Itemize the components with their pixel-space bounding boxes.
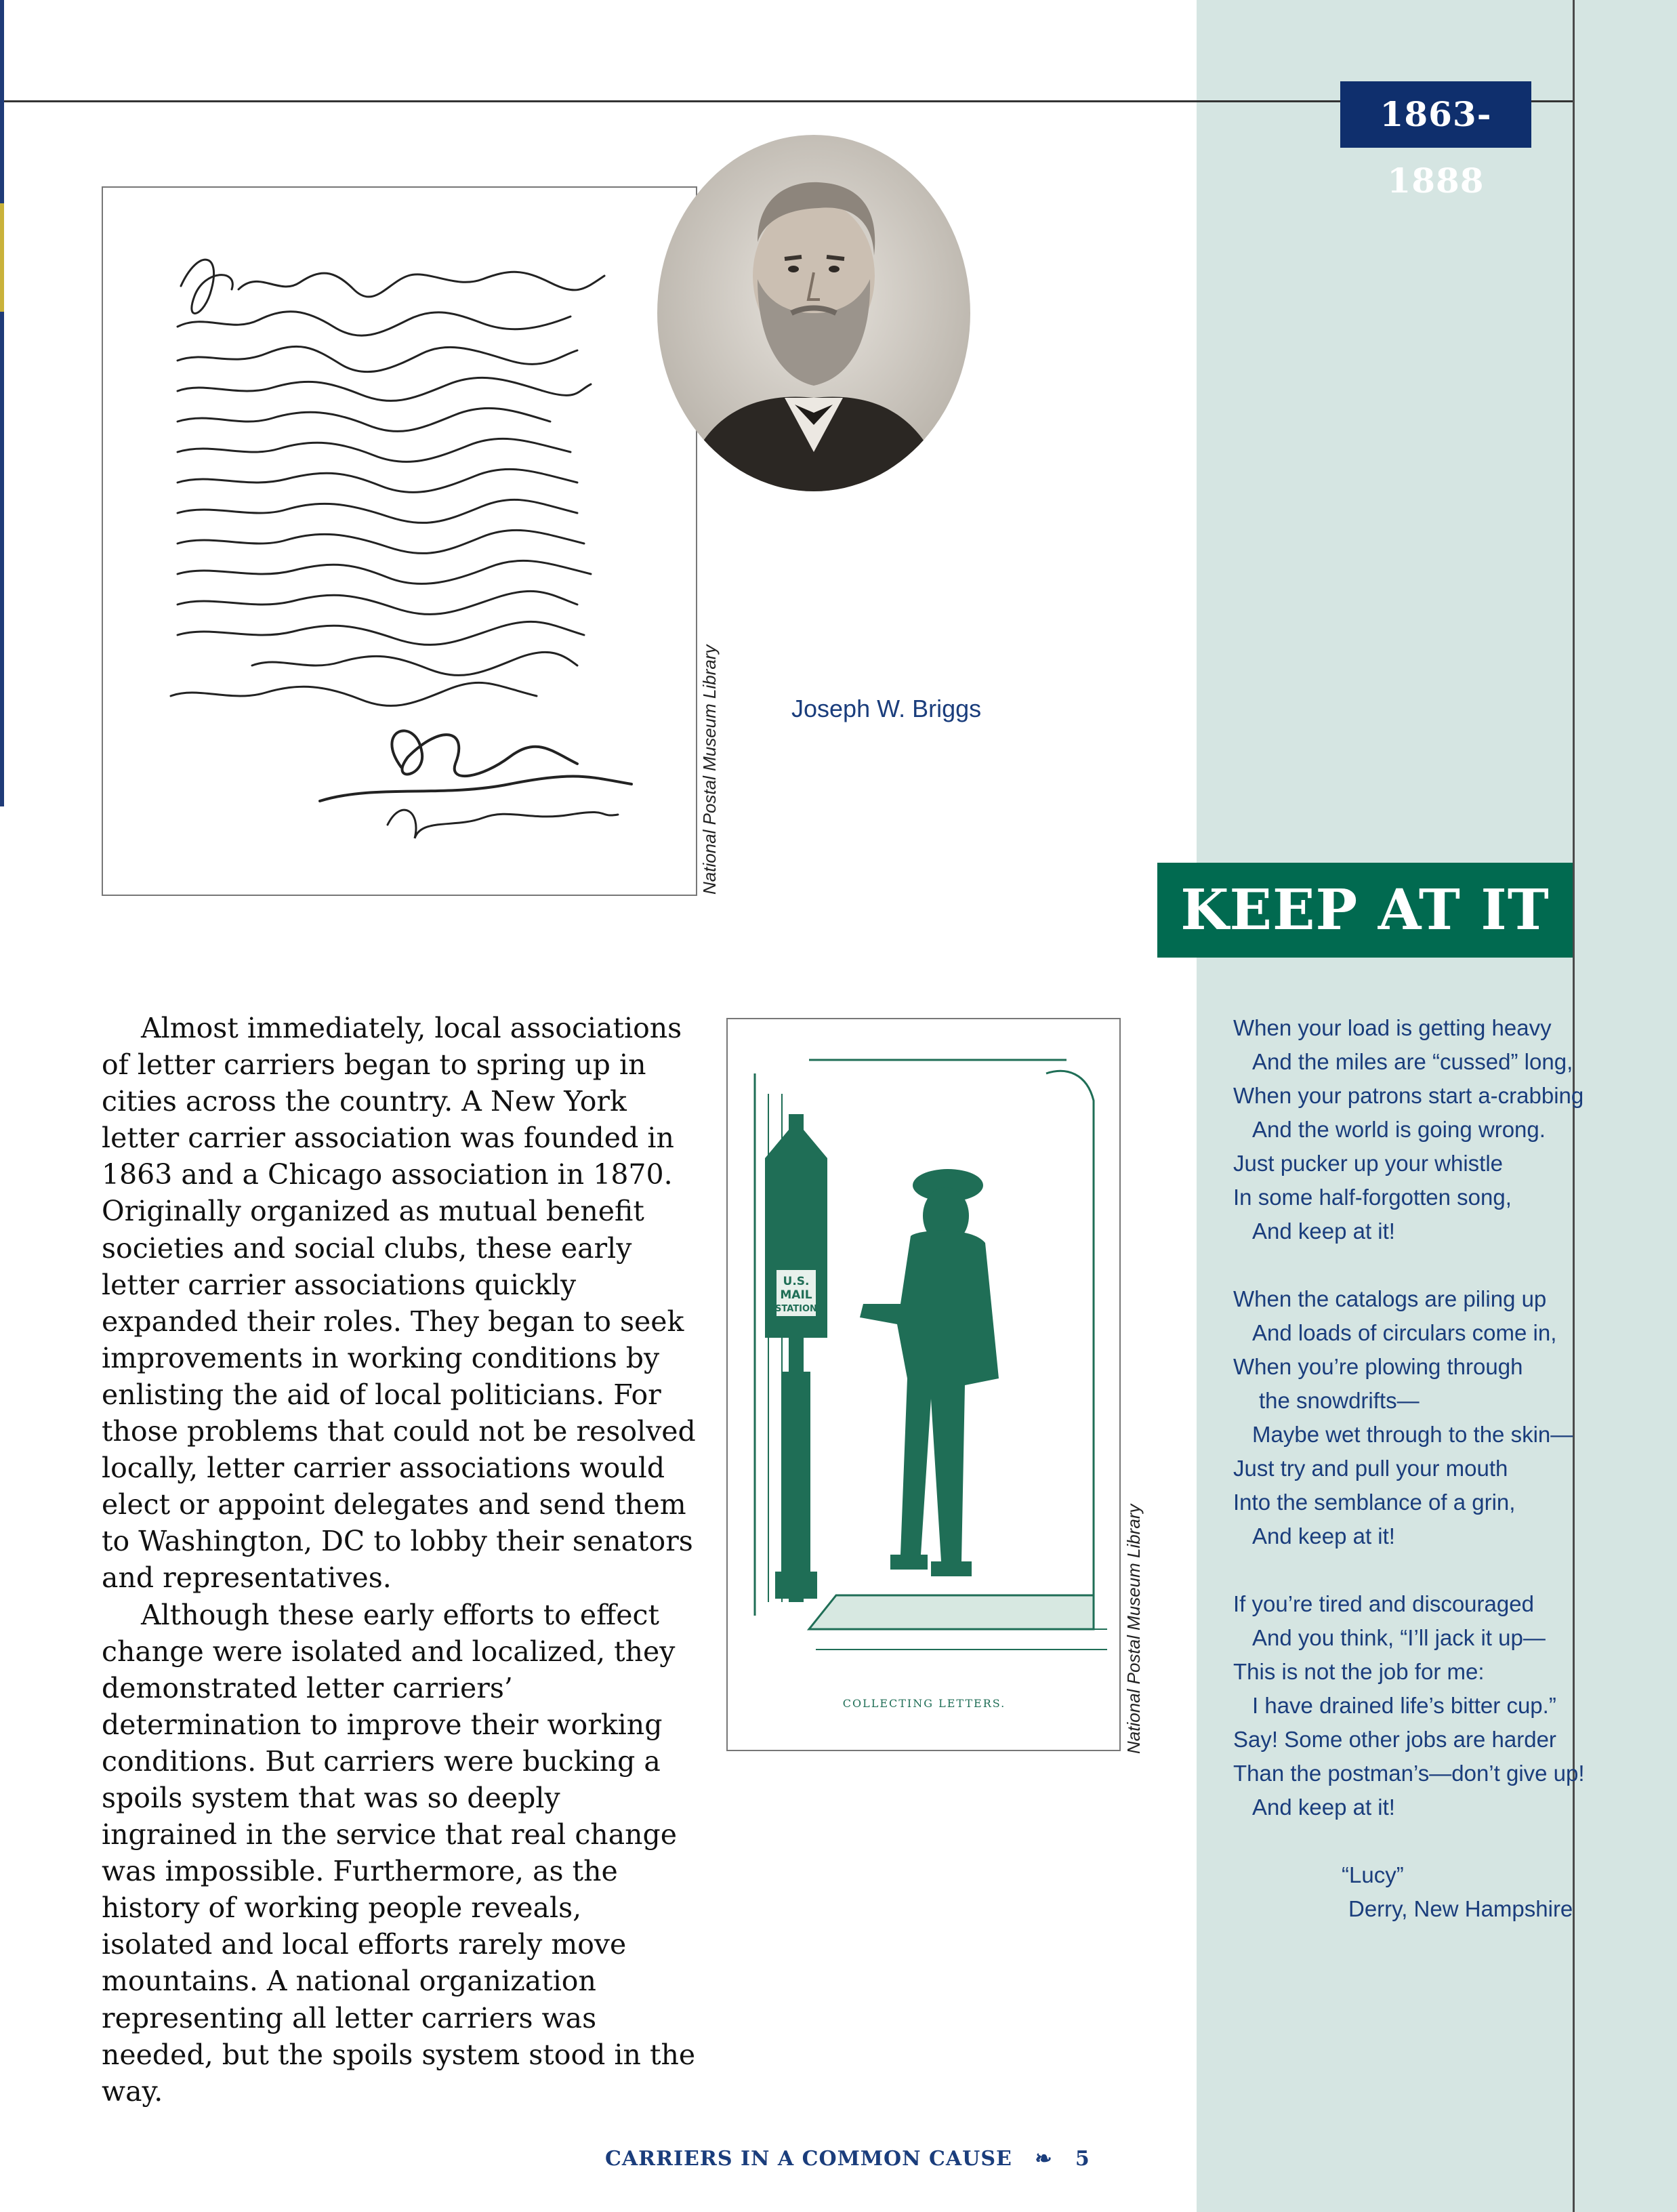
portrait-photo [656, 134, 972, 493]
sidebar-edge-strip [1575, 0, 1677, 2212]
poem-line: When you’re plowing through [1233, 1354, 1523, 1379]
poem-line: Than the postman’s—don’t give up! [1233, 1761, 1585, 1786]
page-number: 5 [1075, 2147, 1090, 2171]
mailbox-sign-line-2: MAIL [780, 1288, 812, 1302]
poem-stanza-3 [1233, 1587, 1586, 1824]
illustration-caption: COLLECTING LETTERS. [842, 1697, 1006, 1710]
portrait-caption: Joseph W. Briggs [791, 695, 982, 722]
document-credit: National Postal Museum Library [699, 644, 720, 895]
sidebar-title: KEEP AT IT [1157, 863, 1573, 958]
illustration-credit: National Postal Museum Library [1123, 1504, 1144, 1754]
poem-line: the snowdrifts— [1259, 1388, 1420, 1413]
mailbox-sign-line-3: STATION [775, 1304, 817, 1314]
article-body [102, 1010, 698, 2110]
poem-line: Just pucker up your whistle [1233, 1151, 1504, 1176]
poem-line: When your patrons start a-crabbing [1233, 1083, 1584, 1108]
year-range-badge: 1863-1888 [1340, 81, 1531, 148]
handwritten-letter-image [103, 188, 696, 895]
fleuron-icon: ❧ [1035, 2147, 1053, 2171]
poem-line: In some half-forgotten song, [1233, 1185, 1512, 1210]
poem-line: And you think, “I’ll jack it up— [1252, 1625, 1546, 1650]
left-edge-accent [0, 203, 4, 312]
poem [1233, 1011, 1586, 1926]
poem-line: I have drained life’s bitter cup.” [1252, 1693, 1556, 1718]
poem-line: And keep at it! [1252, 1523, 1395, 1549]
poem-line: And the miles are “cussed” long, [1252, 1049, 1573, 1074]
appointment-document [102, 186, 697, 896]
body-paragraph-1: Almost immediately, local associations of letter carriers began to spring up in cities across the country. A New York letter carrier association was founded in 1863 and a Chicago association in 1870. Originally organized as mutual benefit societies and social clubs, these early letter carrier associations quickly expanded their roles. They began to seek improvements in working conditions by enlisting the aid of local politicians. For those problems that could not be resolved locally, letter carrier associations would elect or appoint delegates and send them to Washington, DC to lobby their senators and representatives. [102, 1012, 696, 1595]
poem-line: Say! Some other jobs are harder [1233, 1727, 1556, 1752]
poem-stanza-2 [1233, 1282, 1586, 1553]
mailbox-sign-line-1: U.S. [783, 1275, 810, 1288]
poem-line: This is not the job for me: [1233, 1659, 1485, 1684]
poem-line: When your load is getting heavy [1233, 1015, 1552, 1040]
page-footer [605, 2147, 1090, 2171]
body-paragraph-2: Although these early efforts to effect change were isolated and localized, they demonstrated letter carriers’ determination to improve their working conditions. But carriers were bucking a spoils system that was so deeply ingrained in the service that real change was impossible. Furthermore, as the history of working people reveals, isolated and local efforts rarely move mountains. A national organization representing all letter carriers was needed, but the spoils system stood in the way. [102, 1598, 696, 2108]
poem-line: Into the semblance of a grin, [1233, 1490, 1516, 1515]
poem-line: And the world is going wrong. [1252, 1117, 1546, 1142]
poem-line: When the catalogs are piling up [1233, 1286, 1547, 1311]
poem-line: And keep at it! [1252, 1218, 1395, 1244]
collecting-letters-illustration [726, 1018, 1121, 1751]
poem-location: Derry, New Hampshire [1348, 1896, 1573, 1921]
poem-line: And loads of circulars come in, [1252, 1320, 1557, 1345]
top-rule [0, 100, 1573, 102]
poem-line: Just try and pull your mouth [1233, 1456, 1508, 1481]
poem-line: Maybe wet through to the skin— [1252, 1422, 1573, 1447]
poem-line: If you’re tired and discouraged [1233, 1591, 1534, 1616]
poem-line: And keep at it! [1252, 1795, 1395, 1820]
poem-author: “Lucy” [1342, 1862, 1404, 1887]
running-title: CARRIERS IN A COMMON CAUSE [605, 2147, 1012, 2171]
left-edge-bar [0, 0, 4, 806]
poem-stanza-1 [1233, 1011, 1586, 1248]
